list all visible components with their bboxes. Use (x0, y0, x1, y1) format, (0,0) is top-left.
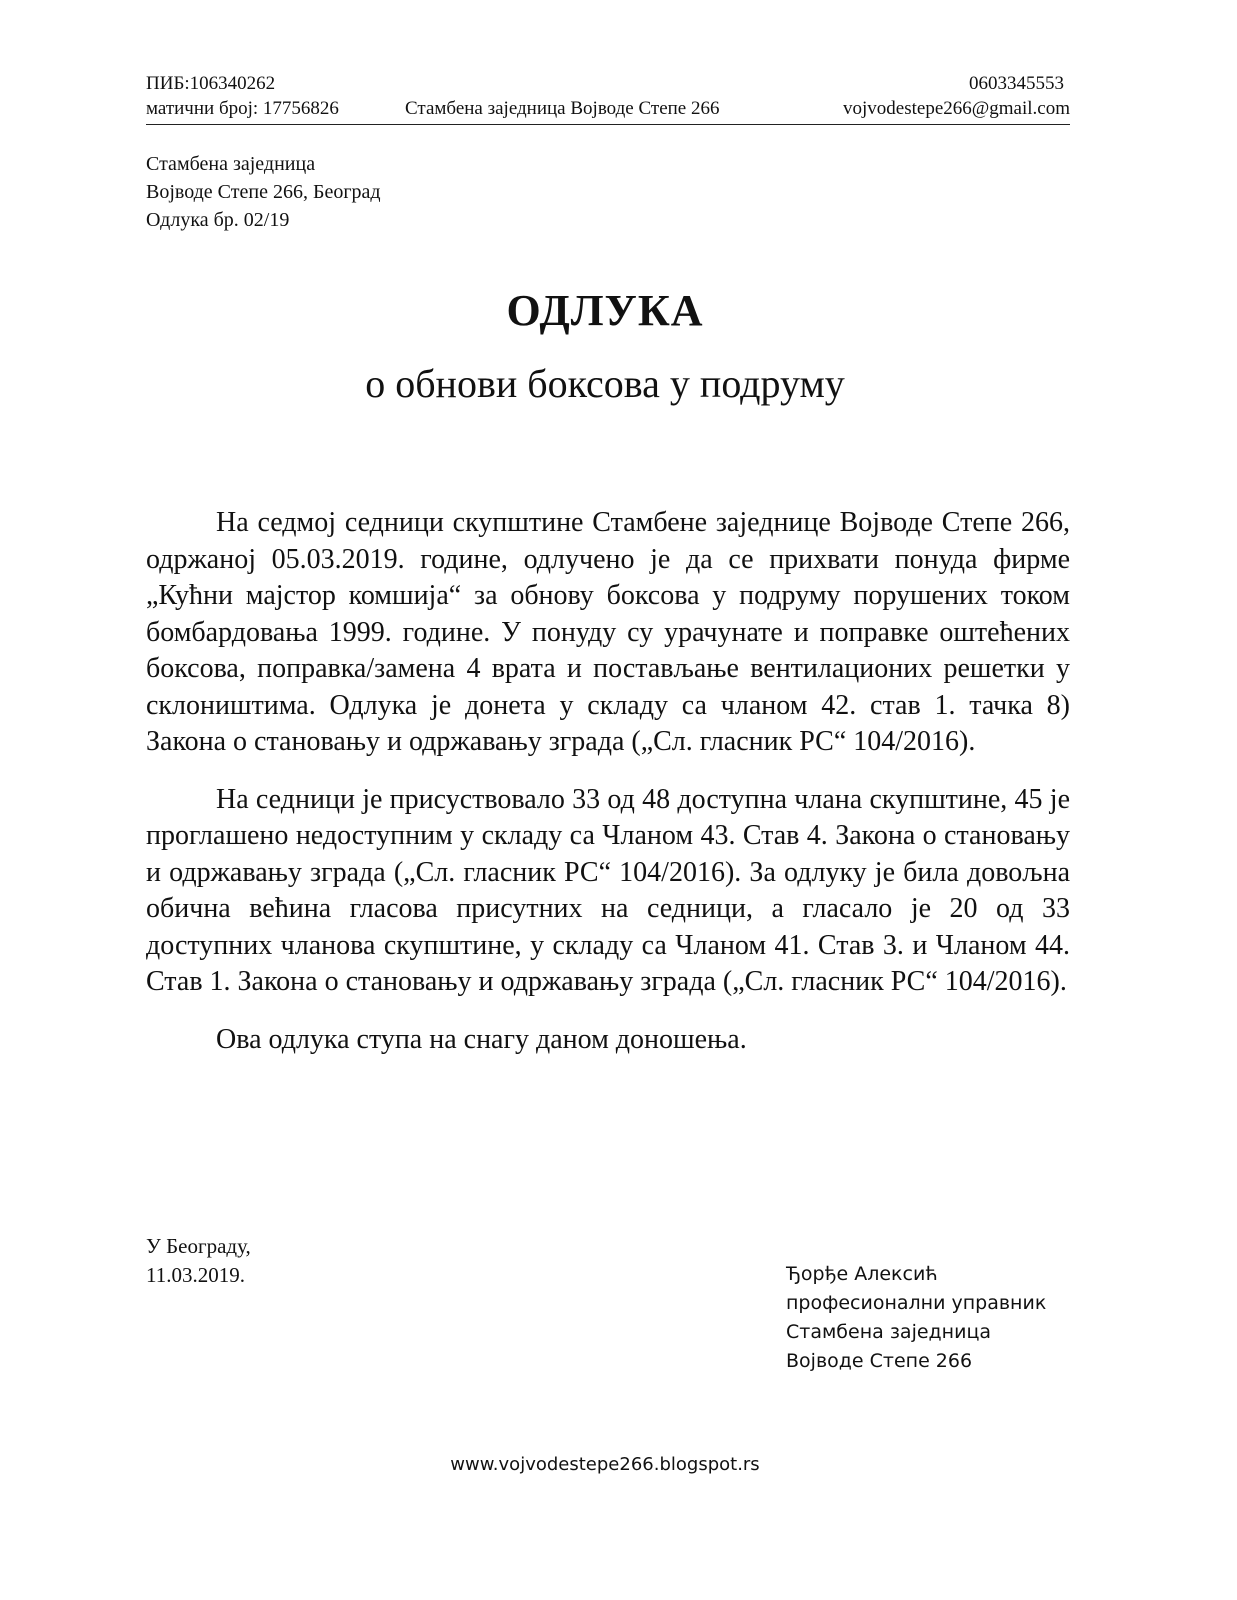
document-subtitle: о обнови боксова у подруму (365, 361, 845, 406)
body-text (146, 505, 1070, 1079)
footer-url: www.vojvodestepe266.blogspot.rs (450, 1454, 760, 1475)
signer-name: Ђорђе Алексић (786, 1263, 938, 1285)
body-paragraph-1: На седмој седници скупштине Стамбене заједнице Војводе Степе 266, одржаној 05.03.2019. године, одлучено је да се прихвати понуда фирме „Кућни мајстор комшија“ за обнову боксова у подруму порушених током бомбардовања 1999. године. У понуду су урачунате и поправке оштећених боксова, поправка/замена 4 врата и постављање вентилационих решетки у склоништима. Одлука је донета у складу са чланом 42. став 1. тачка 8) Закона о становању и одржавању зграда („Сл. гласник РС“ 104/2016). (146, 507, 1070, 757)
association-name-text: Стамбена заједница Војводе Степе 266 (405, 98, 720, 119)
signature-block (786, 1260, 1046, 1376)
address-line-1: Стамбена заједница (146, 153, 316, 175)
signer-role: професионални управник (786, 1292, 1047, 1314)
place-date-block (146, 1232, 251, 1290)
document-title: ОДЛУКА (506, 286, 704, 335)
place-text: У Београду, (146, 1234, 251, 1258)
phone-text: 0603345553 (969, 73, 1064, 94)
address-block (146, 150, 381, 234)
date-text: 11.03.2019. (146, 1263, 245, 1287)
decision-number: Одлука бр. 02/19 (146, 209, 290, 231)
body-paragraph-3: Ова одлука ступа на снагу даном доношења. (216, 1023, 747, 1055)
signer-org-line-1: Стамбена заједница (786, 1321, 992, 1343)
letterhead-top-row (146, 73, 1070, 97)
pib-text: ПИБ:106340262 (146, 73, 276, 94)
address-line-2: Војводе Степе 266, Београд (146, 181, 381, 203)
registration-number-text: матични број: 17756826 (146, 98, 339, 119)
letterhead-bottom-row (146, 98, 1070, 125)
signer-org-line-2: Војводе Степе 266 (786, 1350, 973, 1372)
email-text: vojvodestepe266@gmail.com (843, 98, 1070, 119)
body-paragraph-2: На седници је присуствовало 33 од 48 доступна члана скупштине, 45 је проглашено недоступним у складу са Чланом 43. Став 4. Закона о становању и одржавању зграда („Сл. гласник РС“ 104/2016). За одлуку је била довољна обична већина гласова присутних на седници, а гласало је 20 од 33 доступних чланова скупштине, у складу са Чланом 41. Став 3. и Чланом 44. Став 1. Закона о становању и одржавању зграда („Сл. гласник РС“ 104/2016). (146, 783, 1070, 997)
